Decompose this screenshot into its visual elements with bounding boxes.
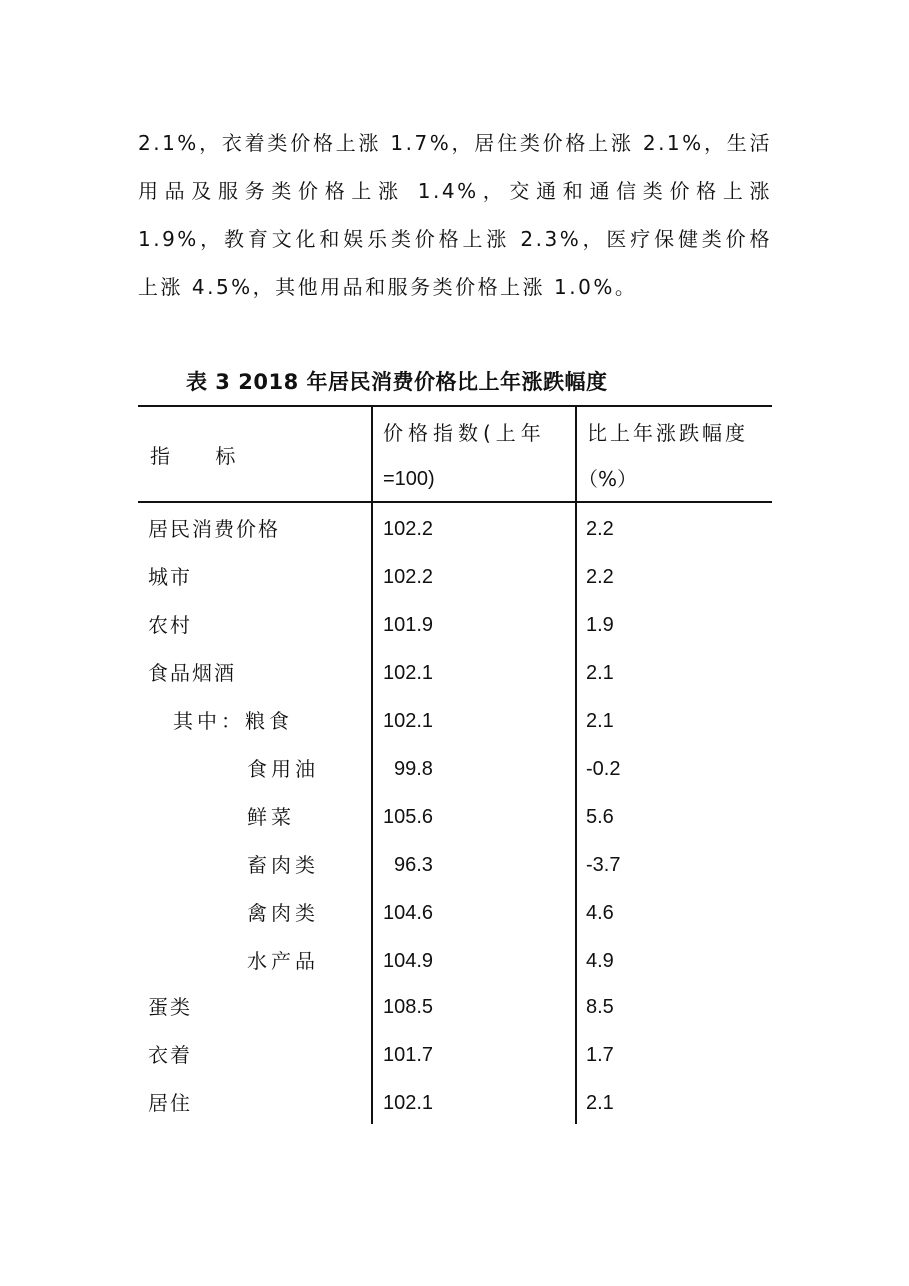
row-change: 2.2: [586, 566, 614, 588]
table-caption: 表 3 2018 年居民消费价格比上年涨跌幅度: [186, 370, 608, 394]
row-change: 2.1: [586, 1092, 614, 1114]
row-change: 1.9: [586, 614, 614, 636]
row-change: 4.6: [586, 902, 614, 924]
header-index-line1: 价格指数(上年: [383, 421, 546, 445]
table-row: [0, 896, 909, 944]
paragraph-line: 2.1%，衣着类价格上涨 1.7%，居住类价格上涨 2.1%，生活: [138, 131, 772, 155]
paragraph-line: 用品及服务类价格上涨 1.4%，交通和通信类价格上涨: [138, 179, 772, 203]
row-change: 5.6: [586, 806, 614, 828]
row-label: 畜肉类: [247, 853, 319, 877]
row-index: 102.2: [383, 518, 434, 540]
row-index: 99.8: [394, 758, 433, 780]
row-label: 鲜菜: [247, 805, 295, 829]
row-index: 102.1: [383, 1092, 434, 1114]
row-index: 108.5: [383, 996, 434, 1018]
paragraph-line: 上涨 4.5%，其他用品和服务类价格上涨 1.0%。: [138, 275, 638, 299]
paragraph-line: 1.9%，教育文化和娱乐类价格上涨 2.3%，医疗保健类价格: [138, 227, 772, 251]
row-change: -3.7: [586, 854, 621, 876]
table-header-rule: [138, 501, 772, 503]
row-label: 食品烟酒: [148, 661, 236, 685]
header-indicator: 指 标: [150, 444, 240, 468]
table-row: [0, 1088, 909, 1136]
header-index-line2: =100): [383, 468, 435, 490]
row-label: 禽肉类: [247, 901, 319, 925]
row-label: 农村: [148, 613, 192, 637]
row-label: 蛋类: [148, 995, 192, 1019]
row-index: 104.6: [383, 902, 434, 924]
table-row: [0, 1040, 909, 1088]
row-label: 居民消费价格: [148, 517, 280, 541]
row-change: 8.5: [586, 996, 614, 1018]
row-label: 食用油: [247, 757, 319, 781]
row-change: 4.9: [586, 950, 614, 972]
row-index: 101.9: [383, 614, 434, 636]
row-index: 102.2: [383, 566, 434, 588]
table-top-rule: [138, 405, 772, 407]
row-index: 104.9: [383, 950, 434, 972]
row-label: 其中：粮食: [173, 709, 293, 733]
table-row: [0, 752, 909, 800]
row-label: 衣着: [148, 1043, 192, 1067]
table-row: [0, 800, 909, 848]
table-row: [0, 560, 909, 608]
table-row: [0, 944, 909, 992]
table-row: [0, 992, 909, 1040]
row-index: 102.1: [383, 710, 434, 732]
table-row: [0, 704, 909, 752]
table-row: [0, 512, 909, 560]
row-index: 96.3: [394, 854, 433, 876]
row-change: -0.2: [586, 758, 621, 780]
table-row: [0, 656, 909, 704]
row-label: 水产品: [247, 949, 319, 973]
row-index: 105.6: [383, 806, 434, 828]
row-change: 1.7: [586, 1044, 614, 1066]
row-index: 102.1: [383, 662, 434, 684]
row-label: 居住: [148, 1091, 192, 1115]
table-row: [0, 608, 909, 656]
header-change-line1: 比上年涨跌幅度: [587, 421, 748, 445]
row-change: 2.1: [586, 710, 614, 732]
table-row: [0, 848, 909, 896]
row-index: 101.7: [383, 1044, 434, 1066]
row-change: 2.1: [586, 662, 614, 684]
header-change-line2: （%）: [578, 467, 638, 491]
row-change: 2.2: [586, 518, 614, 540]
row-label: 城市: [148, 565, 192, 589]
